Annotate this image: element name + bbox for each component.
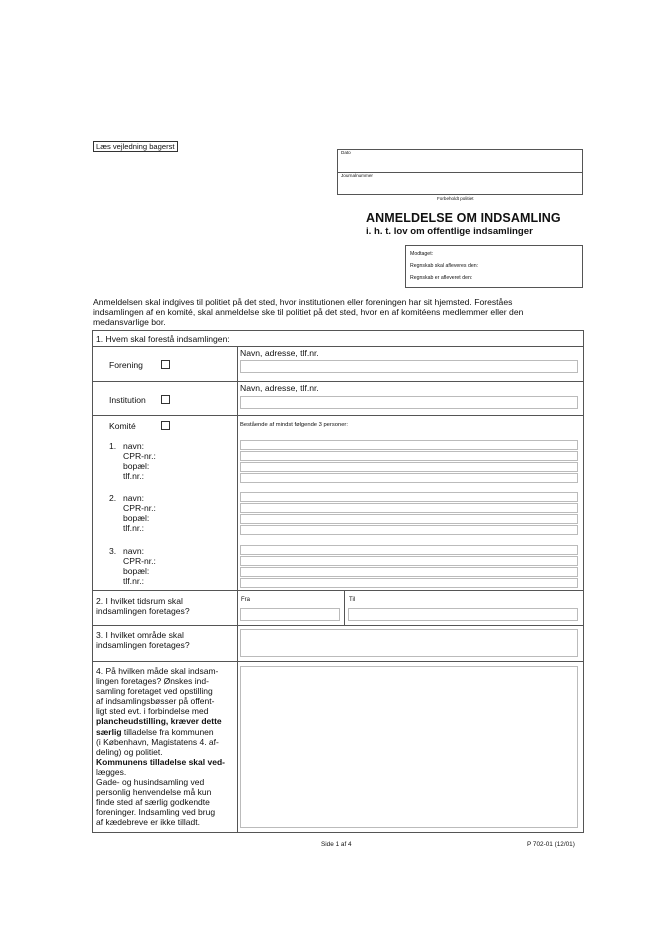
person-3-name-label: navn: <box>123 546 145 556</box>
accounts-due-label: Regnskab skal afleveres den: <box>410 263 479 269</box>
person-1-number: 1. <box>109 441 117 451</box>
row-divider <box>92 346 584 347</box>
person-3-address-label: bopæl: <box>123 566 150 576</box>
section-4-line: plancheudstilling, kræver dette <box>96 716 222 727</box>
institution-field-label: Navn, adresse, tlf.nr. <box>240 383 319 393</box>
person-3-phone-label: tlf.nr.: <box>123 576 145 586</box>
person-3-cpr-field[interactable] <box>240 556 578 566</box>
institution-label: Institution <box>109 395 146 405</box>
journal-number-label: Journalnummer <box>341 173 373 178</box>
police-box-divider <box>337 172 583 173</box>
section-3-line-2: indsamlingen foretages? <box>96 640 190 650</box>
komite-label: Komité <box>109 421 136 431</box>
intro-line-2: indsamlingen af en komité, skal anmeldelse ske til politiet på det sted, hvor en af komitéens medlemmer eller den <box>93 307 524 317</box>
section-4-line-rest: tilladelse fra kommunen <box>121 726 214 737</box>
institution-checkbox[interactable] <box>161 395 170 404</box>
person-1-address-label: bopæl: <box>123 461 150 471</box>
section-4-line: Gade- og husindsamling ved <box>96 777 205 788</box>
section-4-line: ligt sted evt. i forbindelse med <box>96 706 209 717</box>
person-2-address-label: bopæl: <box>123 513 150 523</box>
date-label: Dato <box>341 150 351 155</box>
row-divider <box>92 661 584 662</box>
forening-field-label: Navn, adresse, tlf.nr. <box>240 348 319 358</box>
person-3-number: 3. <box>109 546 117 556</box>
person-2-number: 2. <box>109 493 117 503</box>
from-date-field[interactable] <box>240 608 340 621</box>
section-1-heading: 1. Hvem skal forestå indsamlingen: <box>96 334 230 344</box>
guide-note: Læs vejledning bagerst <box>93 141 178 152</box>
row-divider <box>92 625 584 626</box>
komite-checkbox[interactable] <box>161 421 170 430</box>
form-subtitle: i. h. t. lov om offentlige indsamlinger <box>366 226 533 237</box>
section-4-line: Kommunens tilladelse skal ved- <box>96 756 225 767</box>
person-3-cpr-label: CPR-nr.: <box>123 556 156 566</box>
forening-label: Forening <box>109 360 143 370</box>
section-4-line: af kædebreve er ikke tilladt. <box>96 817 200 828</box>
person-3-name-field[interactable] <box>240 545 578 555</box>
person-2-name-field[interactable] <box>240 492 578 502</box>
section-4-line: lægges. <box>96 766 127 777</box>
section-4-line: finde sted af særlig godkendte <box>96 797 210 808</box>
section-4-question <box>96 666 225 828</box>
person-1-cpr-label: CPR-nr.: <box>123 451 156 461</box>
person-2-phone-label: tlf.nr.: <box>123 523 145 533</box>
section-4-line: 4. På hvilken måde skal indsam- <box>96 666 219 676</box>
person-1-phone-field[interactable] <box>240 473 578 483</box>
person-2-name-label: navn: <box>123 493 145 503</box>
form-title: ANMELDELSE OM INDSAMLING <box>366 211 561 225</box>
intro-text <box>93 297 593 327</box>
person-1-address-field[interactable] <box>240 462 578 472</box>
method-field[interactable] <box>240 666 578 828</box>
intro-line-3: medansvarlige bor. <box>93 317 166 327</box>
column-divider <box>237 346 238 833</box>
section-3-question <box>96 630 190 650</box>
form-code: P 702-01 (12/01) <box>527 841 575 848</box>
section-3-line-1: 3. I hvilket område skal <box>96 630 184 640</box>
section-4-line: lingen foretages? Ønskes ind- <box>96 676 209 687</box>
section-2-question <box>96 596 190 616</box>
komite-field-label: Bestående af mindst følgende 3 personer: <box>240 422 348 428</box>
person-3-address-field[interactable] <box>240 567 578 577</box>
person-3-phone-field[interactable] <box>240 578 578 588</box>
section-4-line: samling foretaget ved opstilling <box>96 686 213 697</box>
person-2-address-field[interactable] <box>240 514 578 524</box>
from-label: Fra <box>241 597 250 603</box>
person-2-cpr-label: CPR-nr.: <box>123 503 156 513</box>
section-4-line <box>96 727 225 737</box>
section-4-line: (i København, Magistatens 4. af- <box>96 736 219 747</box>
to-date-field[interactable] <box>348 608 578 621</box>
institution-name-field[interactable] <box>240 396 578 409</box>
section-2-line-2: indsamlingen foretages? <box>96 606 190 616</box>
row-divider <box>92 590 584 591</box>
person-1-name-label: navn: <box>123 441 145 451</box>
section-4-line: personlig henvendelse må kun <box>96 787 212 798</box>
person-1-name-field[interactable] <box>240 440 578 450</box>
row-divider <box>92 415 584 416</box>
person-1-phone-label: tlf.nr.: <box>123 471 145 481</box>
accounts-delivered-label: Regnskab er afleveret den: <box>410 275 473 281</box>
date-field[interactable] <box>338 157 582 171</box>
from-to-divider <box>344 590 345 625</box>
person-2-phone-field[interactable] <box>240 525 578 535</box>
section-4-line: af indsamlingsbøsser på offent- <box>96 696 215 707</box>
police-reserved-caption: Forbeholdt politiet <box>437 196 474 201</box>
section-2-line-1: 2. I hvilket tidsrum skal <box>96 596 183 606</box>
section-4-line: foreninger. Indsamling ved brug <box>96 807 216 818</box>
person-1-cpr-field[interactable] <box>240 451 578 461</box>
received-label: Modtaget: <box>410 251 434 257</box>
page-number: Side 1 af 4 <box>321 841 352 848</box>
forening-checkbox[interactable] <box>161 360 170 369</box>
intro-line-1: Anmeldelsen skal indgives til politiet på det sted, hvor institutionen eller foreningen har sit hjemsted. Foreståes <box>93 297 513 307</box>
row-divider <box>92 381 584 382</box>
to-label: Til <box>349 597 356 603</box>
journal-number-field[interactable] <box>338 180 582 194</box>
area-field[interactable] <box>240 629 578 657</box>
section-4-line: deling) og politiet. <box>96 746 163 757</box>
person-2-cpr-field[interactable] <box>240 503 578 513</box>
forening-name-field[interactable] <box>240 360 578 373</box>
special-emphasis: særlig <box>96 726 122 737</box>
